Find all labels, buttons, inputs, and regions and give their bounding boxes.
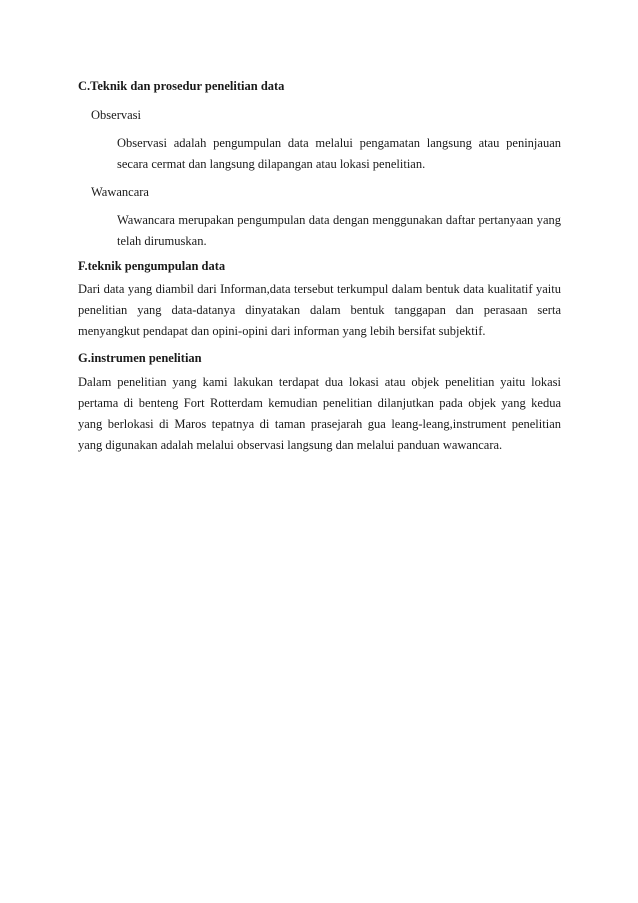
section-f-paragraph: Dari data yang diambil dari Informan,data tersebut terkumpul dalam bentuk data kualitatif yaitu penelitian yang data-datanya dinyatakan dalam bentuk tanggapan dan perasaan serta menyangkut pendapat dan opini-opini dari informan yang lebih bersifat subjektif.: [78, 282, 561, 338]
document-page: [78, 70, 561, 456]
wawancara-paragraph: Wawancara merupakan pengumpulan data dengan menggunakan daftar pertanyaan yang telah dirumuskan.: [117, 213, 561, 248]
observasi-label: Observasi: [91, 108, 141, 122]
section-g-heading: G.instrumen penelitian: [78, 351, 202, 365]
section-f-heading: F.teknik pengumpulan data: [78, 259, 226, 273]
wawancara-label: Wawancara: [91, 185, 149, 199]
section-g-paragraph: Dalam penelitian yang kami lakukan terdapat dua lokasi atau objek penelitian yaitu lokasi pertama di benteng Fort Rotterdam kemudian penelitian dilanjutkan pada objek yang kedua yang berlokasi di Maros tepatnya di taman prasejarah gua leang-leang,instrument penelitian yang digunakan adalah melalui observasi langsung dan melalui panduan wawancara.: [78, 375, 561, 452]
observasi-paragraph: Observasi adalah pengumpulan data melalui pengamatan langsung atau peninjauan secara cermat dan langsung dilapangan atau lokasi penelitian.: [117, 136, 561, 171]
section-c-heading: C.Teknik dan prosedur penelitian data: [78, 79, 285, 93]
